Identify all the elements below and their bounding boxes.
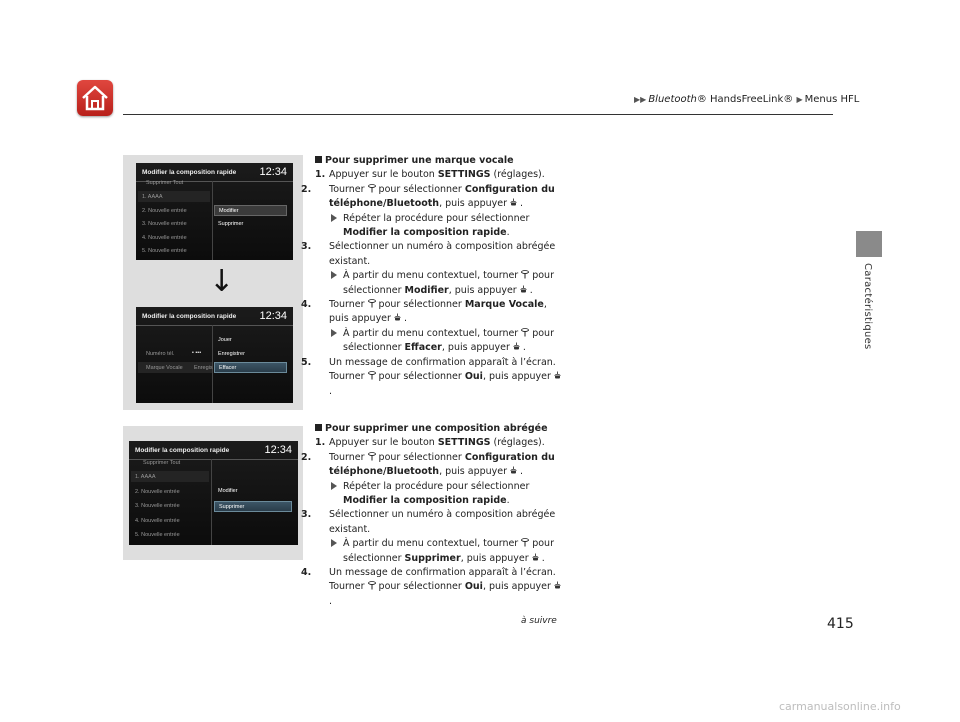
breadcrumb-part[interactable]: Menus HFL xyxy=(804,94,860,105)
knob-icon xyxy=(368,581,376,590)
section-tab xyxy=(856,231,882,257)
menu-item-supprimer[interactable]: Supprimer xyxy=(214,501,292,512)
step-number: 3. xyxy=(301,241,312,253)
knob-icon xyxy=(368,299,376,308)
list-item[interactable]: 4. Nouvelle entrée xyxy=(142,235,187,241)
step-text: . xyxy=(541,552,545,564)
list-item[interactable]: 4. Nouvelle entrée xyxy=(135,518,180,524)
list-item[interactable]: Supprimer Tout xyxy=(143,460,181,466)
divider xyxy=(212,181,213,260)
screen-title: Modifier la composition rapide xyxy=(135,447,230,454)
step-bold: Oui xyxy=(464,581,483,593)
step-bold: Configuration du téléphone/Bluetooth xyxy=(329,183,555,210)
clock: 12:34 xyxy=(259,166,287,178)
clock: 12:34 xyxy=(259,310,287,322)
menu-item-supprimer[interactable]: Supprimer xyxy=(218,221,244,227)
menu-item-effacer[interactable]: Effacer xyxy=(214,362,287,373)
step-number: 5. xyxy=(301,356,312,368)
arrow-icon xyxy=(331,271,337,279)
list-item[interactable]: Numéro tél. xyxy=(146,351,175,357)
screen-title: Modifier la composition rapide xyxy=(142,313,237,320)
step-text: Un message de confirmation apparaît à l’écran. xyxy=(329,356,556,368)
divider xyxy=(136,325,293,326)
step-number: 4. xyxy=(301,299,312,311)
step-text: , puis appuyer xyxy=(439,198,508,210)
step-text: , puis appuyer xyxy=(439,466,508,478)
menu-item-jouer[interactable]: Jouer xyxy=(218,337,232,343)
press-icon xyxy=(393,313,402,322)
step-text: Tourner xyxy=(329,183,365,195)
step-text: Sélectionner un numéro à composition abrégée existant. xyxy=(329,241,556,267)
breadcrumb xyxy=(634,94,859,105)
step-bold: Marque Vocale xyxy=(464,299,544,311)
list-item-extra: Enregis xyxy=(194,365,213,371)
knob-icon xyxy=(368,184,376,193)
continued-note: à suivre xyxy=(521,616,557,626)
step-text: Tourner xyxy=(329,581,365,593)
step-text: À partir du menu contextuel, tourner xyxy=(343,327,519,339)
step-text: , puis appuyer xyxy=(329,299,547,325)
list-item[interactable]: 1. AAAA xyxy=(135,474,156,480)
instructions-section-1 xyxy=(301,154,565,399)
press-icon xyxy=(553,581,562,590)
list-item[interactable]: 2. Nouvelle entrée xyxy=(135,489,180,495)
knob-icon xyxy=(521,538,529,547)
step-text: . xyxy=(403,313,407,325)
arrow-down-icon: ↓ xyxy=(209,264,235,299)
display-screen xyxy=(129,441,298,545)
step-text: pour sélectionner xyxy=(343,270,554,296)
arrow-icon xyxy=(331,539,337,547)
step-bold: Oui xyxy=(464,371,483,383)
step-text: Appuyer sur le bouton xyxy=(329,437,438,449)
step-bold: SETTINGS xyxy=(437,437,491,449)
list-item[interactable]: 1. AAAA xyxy=(142,194,163,200)
header-rule xyxy=(123,114,833,115)
step-text: À partir du menu contextuel, tourner xyxy=(343,538,519,550)
step-text: pour sélectionner xyxy=(378,183,462,195)
step-text: Répéter la procédure pour sélectionner xyxy=(343,212,530,224)
step-text: Répéter la procédure pour sélectionner xyxy=(343,480,530,492)
step-number: 1. xyxy=(315,169,326,181)
press-icon xyxy=(519,285,528,294)
step-text: , puis appuyer xyxy=(448,284,517,296)
step-text: pour sélectionner xyxy=(378,371,462,383)
step-text: Tourner xyxy=(329,451,365,463)
step-text: (réglages). xyxy=(490,437,545,449)
step-bold: Effacer xyxy=(404,342,442,354)
step-number: 3. xyxy=(301,509,312,521)
step-bold: Modifier la composition rapide xyxy=(343,495,507,507)
step-bold: Modifier la composition rapide xyxy=(343,227,507,239)
step-text: , puis appuyer xyxy=(460,552,529,564)
step-text: Tourner xyxy=(329,371,365,383)
watermark: carmanualsonline.info xyxy=(779,700,901,713)
step-number: 2. xyxy=(301,183,312,195)
press-icon xyxy=(509,198,518,207)
arrow-icon xyxy=(331,482,337,490)
list-item[interactable]: 3. Nouvelle entrée xyxy=(135,503,180,509)
arrow-icon xyxy=(331,329,337,337)
knob-icon xyxy=(368,452,376,461)
display-screen xyxy=(136,163,293,260)
step-text: . xyxy=(506,495,510,507)
chevron-right-icon: ▶▶ xyxy=(634,95,647,104)
divider xyxy=(211,459,212,545)
step-text: . xyxy=(329,385,333,397)
step-text: pour sélectionner xyxy=(343,538,554,564)
breadcrumb-part[interactable]: ® HandsFreeLink® xyxy=(696,94,794,105)
step-text: pour sélectionner xyxy=(378,451,462,463)
list-item[interactable]: 2. Nouvelle entrée xyxy=(142,208,187,214)
step-bold: Supprimer xyxy=(404,552,461,564)
step-text: pour sélectionner xyxy=(378,581,462,593)
step-text: . xyxy=(520,198,524,210)
step-text: . xyxy=(520,466,524,478)
list-item[interactable]: 5. Nouvelle entrée xyxy=(135,532,180,538)
step-text: , puis appuyer xyxy=(482,581,551,593)
list-item[interactable]: 5. Nouvelle entrée xyxy=(142,248,187,254)
step-text: Appuyer sur le bouton xyxy=(329,169,438,181)
step-number: 2. xyxy=(301,451,312,463)
section-heading: Pour supprimer une composition abrégée xyxy=(315,422,565,436)
page-number: 415 xyxy=(827,616,854,632)
home-icon[interactable] xyxy=(77,80,113,116)
menu-item-modifier[interactable]: Modifier xyxy=(218,488,238,494)
section-heading: Pour supprimer une marque vocale xyxy=(315,154,565,168)
arrow-icon xyxy=(331,214,337,222)
knob-icon xyxy=(521,328,529,337)
screen-title: Modifier la composition rapide xyxy=(142,169,237,176)
breadcrumb-part[interactable]: Bluetooth xyxy=(648,94,697,105)
phone-number-icon: ▪ ▪▪▪ xyxy=(192,350,202,356)
step-bold: Configuration du téléphone/Bluetooth xyxy=(329,451,555,478)
step-bold: Modifier xyxy=(404,284,449,296)
knob-icon xyxy=(368,371,376,380)
step-text: , puis appuyer xyxy=(441,342,510,354)
clock: 12:34 xyxy=(264,444,292,456)
step-text: Un message de confirmation apparaît à l’écran. xyxy=(329,567,556,579)
menu-item-enregistrer[interactable]: Enregistrer xyxy=(218,351,245,357)
list-item[interactable]: Supprimer Tout xyxy=(146,180,184,186)
step-text: . xyxy=(506,227,510,239)
press-icon xyxy=(509,466,518,475)
press-icon xyxy=(553,371,562,380)
step-text: . xyxy=(329,595,333,607)
step-number: 4. xyxy=(301,567,312,579)
chevron-right-icon: ▶ xyxy=(796,95,803,104)
step-text: . xyxy=(522,342,526,354)
knob-icon xyxy=(521,270,529,279)
list-item[interactable]: Marque Vocale xyxy=(146,365,183,371)
menu-item-modifier[interactable]: Modifier xyxy=(214,205,287,216)
list-item[interactable]: 3. Nouvelle entrée xyxy=(142,221,187,227)
step-text: . xyxy=(529,284,533,296)
press-icon xyxy=(512,342,521,351)
step-text: Tourner xyxy=(329,299,365,311)
step-text: pour sélectionner xyxy=(378,299,462,311)
step-text: Sélectionner un numéro à composition abrégée existant. xyxy=(329,509,556,535)
press-icon xyxy=(531,553,540,562)
step-text: pour sélectionner xyxy=(343,327,554,354)
instructions-section-2 xyxy=(301,422,565,609)
step-text: (réglages). xyxy=(490,169,545,181)
section-label: Caractéristiques xyxy=(862,263,873,350)
divider xyxy=(212,325,213,403)
step-bold: SETTINGS xyxy=(437,169,491,181)
step-text: , puis appuyer xyxy=(482,371,551,383)
step-text: À partir du menu contextuel, tourner xyxy=(343,270,519,282)
display-screen xyxy=(136,307,293,403)
step-number: 1. xyxy=(315,437,326,449)
